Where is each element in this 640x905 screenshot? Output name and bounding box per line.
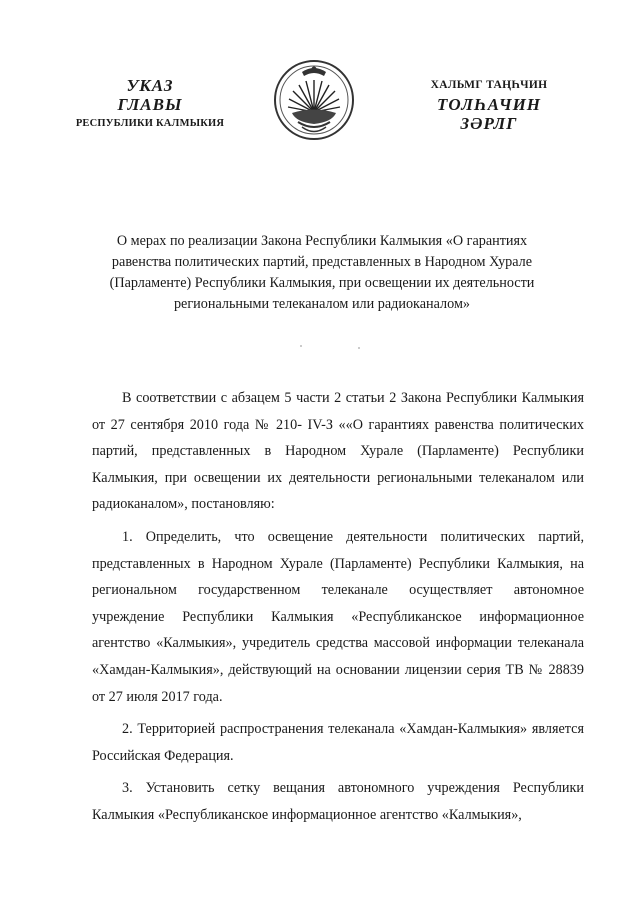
scan-speck [358, 347, 360, 349]
title-line: (Парламенте) Республики Калмыкия, при освещении их деятельности [109, 275, 535, 291]
title-line: О мерах по реализации Закона Республики Калмыкия «О гарантиях [116, 233, 528, 249]
header-right-line1: ХАЛЬМГ ТАҢҺЧИН [430, 79, 548, 91]
body-paragraph-item-1: 1. Определить, что освещение деятельности политических партий, представленных в Народном Хурале (Парламенте) Республики Калмыкия, на региональном государственном телеканале осуществляет автономное учреждение Республики Калмыкия «Республиканское информационное агентство «Калмыкия», учредитель средства массовой информации телеканала «Хамдан-Калмыкия», действующий на основании лицензии серия ТВ № 28839 от 27 июля 2017 года. [92, 528, 584, 705]
header-left-line2: ГЛАВЫ [117, 95, 183, 114]
title-line: равенства политических партий, представленных в Народном Хурале [111, 254, 533, 270]
header-right-line3: ЗӘРЛГ [460, 114, 518, 133]
decree-body [92, 385, 584, 835]
body-paragraph-item-2: 2. Территорией распространения телеканала «Хамдан-Калмыкия» является Российская Федерация. [92, 721, 584, 764]
header-right-line2: ТОЛҺАЧИН [436, 95, 542, 114]
header-left-line3: РЕСПУБЛИКИ КАЛМЫКИЯ [75, 118, 225, 129]
header-left-block [62, 76, 238, 133]
body-paragraph-item-3: 3. Установить сетку вещания автономного учреждения Республики Калмыкия «Республиканское информационное агентство «Калмыкия», [92, 780, 584, 823]
body-paragraph-preamble: В соответствии с абзацем 5 части 2 статьи 2 Закона Республики Калмыкия от 27 сентября 2010 года № 210- IV-З ««О гарантиях равенства политических партий, представленных в Народном Хурале (Парламенте) Республики Калмыкия, при освещении их деятельности региональными телеканалом или радиоканалом», постановляю: [92, 390, 584, 513]
title-line: региональными телеканалом или радиоканалом» [173, 296, 471, 312]
decree-title [96, 231, 548, 315]
header-left-line1: УКАЗ [126, 76, 174, 95]
coat-of-arms-emblem [272, 58, 356, 142]
header-right-block [402, 76, 576, 133]
scan-speck [300, 345, 302, 347]
